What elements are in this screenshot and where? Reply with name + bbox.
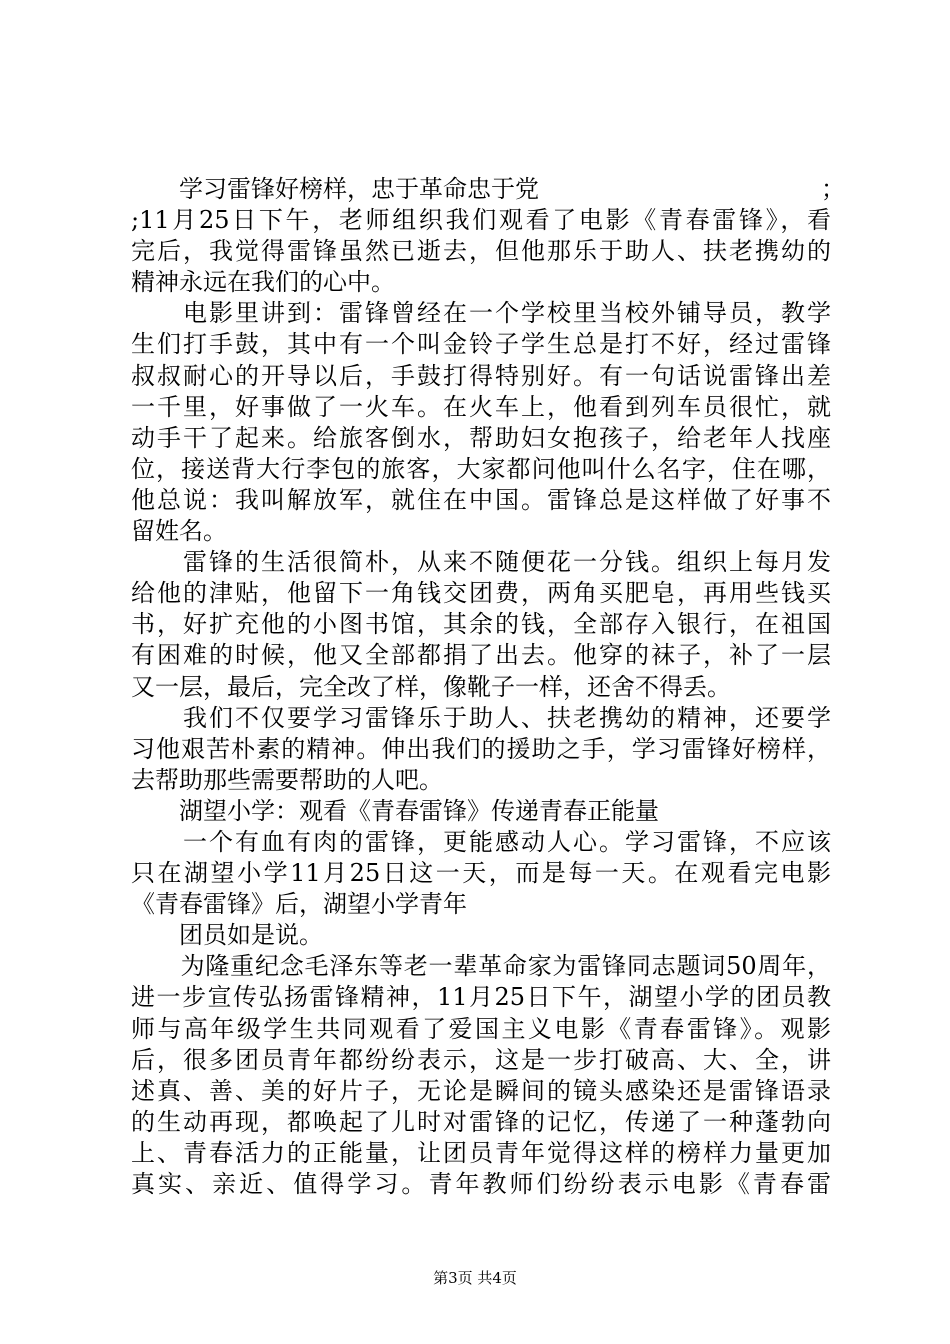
text-line: 生们打手鼓，其中有一个叫金铃子学生总是打不好，经过雷锋 (131, 330, 831, 359)
text-line: 他总说：我叫解放军，就住在中国。雷锋总是这样做了好事不 (131, 485, 831, 514)
text-line: 只在湖望小学11月25日这一天，而是每一天。在观看完电影 (131, 859, 831, 888)
text-line: 去帮助那些需要帮助的人吧。 (131, 765, 443, 794)
text-line (131, 174, 845, 205)
document-body (131, 174, 845, 1200)
text-line: 一千里，好事做了一火车。在火车上，他看到列车员很忙，就 (131, 392, 831, 421)
text-line: 一个有血有肉的雷锋，更能感动人心。学习雷锋，不应该 (131, 827, 831, 856)
text-line: 湖望小学：观看《青春雷锋》传递青春正能量 (131, 796, 659, 825)
text-line: 动手干了起来。给旅客倒水，帮助妇女抱孩子，给老年人找座 (131, 423, 831, 452)
text-line: 位，接送背大行李包的旅客，大家都问他叫什么名字，住在哪， (131, 454, 831, 483)
text-line: 上、青春活力的正能量，让团员青年觉得这样的榜样力量更加 (131, 1138, 831, 1167)
text-line: 真实、亲近、值得学习。青年教师们纷纷表示电影《青春雷 (131, 1170, 831, 1198)
text-line: 进一步宣传弘扬雷锋精神，11月25日下午，湖望小学的团员教 (131, 983, 831, 1012)
trailing-semicolon: ； (821, 175, 845, 203)
text-line: 后，很多团员青年都纷纷表示，这是一步打破高、大、全，讲 (131, 1045, 831, 1074)
text-line: 的生动再现，都唤起了儿时对雷锋的记忆，传递了一种蓬勃向 (131, 1107, 831, 1136)
text-line: ;11月25日下午，老师组织我们观看了电影《青春雷锋》，看 (131, 206, 831, 235)
text-line: 给他的津贴，他留下一角钱交团费，两角买肥皂，再用些钱买 (131, 579, 831, 608)
text-line: 叔叔耐心的开导以后，手鼓打得特别好。有一句话说雷锋出差 (131, 361, 831, 390)
text-line: 精神永远在我们的心中。 (131, 268, 395, 297)
text-line: 电影里讲到：雷锋曾经在一个学校里当校外铺导员，教学 (131, 299, 831, 328)
text-line: 完后，我觉得雷锋虽然已逝去，但他那乐于助人、扶老携幼的 (131, 237, 831, 266)
text-line: 团员如是说。 (131, 921, 323, 950)
text-line: 我们不仅要学习雷锋乐于助人、扶老携幼的精神，还要学 (131, 703, 831, 732)
text-line: 有困难的时候，他又全部都捐了出去。他穿的袜子，补了一层 (131, 641, 831, 670)
text-line: 习他艰苦朴素的精神。伸出我们的援助之手，学习雷锋好榜样， (131, 734, 831, 763)
text-line: 述真、善、美的好片子，无论是瞬间的镜头感染还是雷锋语录 (131, 1076, 831, 1105)
text-line: 《青春雷锋》后，湖望小学青年 (131, 890, 467, 919)
text-line: 雷锋的生活很简朴，从来不随便花一分钱。组织上每月发 (131, 548, 831, 577)
page-footer: 第3页 共4页 (433, 1269, 517, 1287)
text-line: 师与高年级学生共同观看了爱国主义电影《青春雷锋》。观影 (131, 1014, 831, 1043)
text-line-content: 学习雷锋好榜样，忠于革命忠于党 (131, 175, 539, 203)
text-line: 留姓名。 (131, 517, 227, 546)
text-line: 为隆重纪念毛泽东等老一辈革命家为雷锋同志题词50周年， (131, 952, 831, 981)
text-line: 又一层，最后，完全改了样，像靴子一样，还舍不得丢。 (131, 672, 731, 701)
text-line: 书，好扩充他的小图书馆，其余的钱，全部存入银行，在祖国 (131, 610, 831, 639)
